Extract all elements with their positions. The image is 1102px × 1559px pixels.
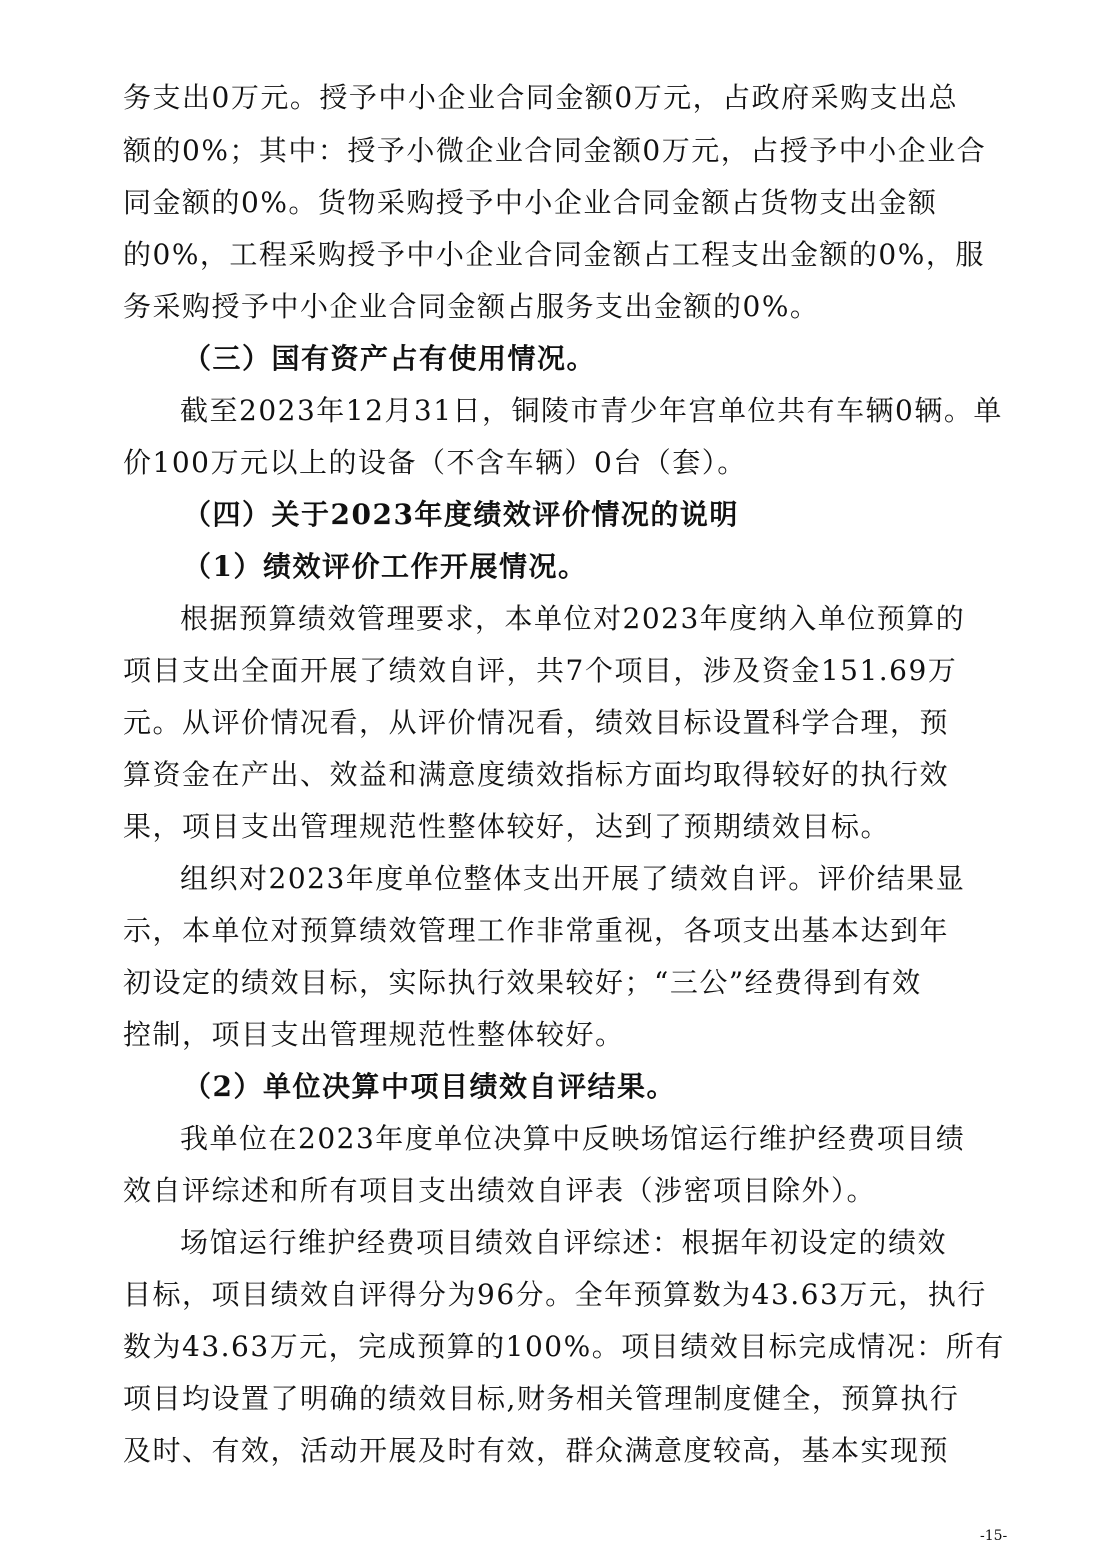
paragraph-first-line: 我单位在2023年度单位决算中反映场馆运行维护经费项目绩 — [180, 1122, 966, 1155]
paragraph-first-line: 截至2023年12月31日，铜陵市青少年宫单位共有车辆0辆。单 — [180, 394, 1003, 427]
body-text-line: 效自评综述和所有项目支出绩效自评表（涉密项目除外）。 — [123, 1174, 877, 1207]
section-heading: （三）国有资产占有使用情况。 — [183, 342, 597, 375]
body-text-line: 项目均设置了明确的绩效目标,财务相关管理制度健全，预算执行 — [123, 1382, 960, 1415]
body-text-line: 元。从评价情况看，从评价情况看，绩效目标设置科学合理，预 — [123, 706, 950, 739]
subsection-heading: （2）单位决算中项目绩效自评结果。 — [183, 1070, 676, 1103]
body-text-line: 项目支出全面开展了绩效自评，共7个项目，涉及资金151.69万 — [123, 654, 958, 687]
body-text-line: 数为43.63万元，完成预算的100%。项目绩效目标完成情况：所有 — [123, 1330, 1005, 1363]
body-text-line: 务采购授予中小企业合同金额占服务支出金额的0%。 — [123, 290, 820, 323]
body-text-line: 的0%，工程采购授予中小企业合同金额占工程支出金额的0%，服 — [123, 238, 985, 271]
paragraph-first-line: 场馆运行维护经费项目绩效自评综述：根据年初设定的绩效 — [180, 1226, 948, 1259]
body-text-line: 算资金在产出、效益和满意度绩效指标方面均取得较好的执行效 — [123, 758, 950, 791]
body-text-line: 同金额的0%。货物采购授予中小企业合同金额占货物支出金额 — [123, 186, 938, 219]
body-text-line: 务支出0万元。授予中小企业合同金额0万元，占政府采购支出总 — [123, 81, 959, 114]
body-text-line: 控制，项目支出管理规范性整体较好。 — [123, 1018, 625, 1051]
body-text-line: 目标，项目绩效自评得分为96分。全年预算数为43.63万元，执行 — [123, 1278, 987, 1311]
section-heading: （四）关于2023年度绩效评价情况的说明 — [183, 498, 739, 531]
body-text-line: 果，项目支出管理规范性整体较好，达到了预期绩效目标。 — [123, 810, 891, 843]
body-text-line: 价100万元以上的设备（不含车辆）0台（套）。 — [123, 446, 747, 479]
paragraph-first-line: 组织对2023年度单位整体支出开展了绩效自评。评价结果显 — [180, 862, 966, 895]
paragraph-first-line: 根据预算绩效管理要求，本单位对2023年度纳入单位预算的 — [180, 602, 966, 635]
body-text-line: 额的0%；其中：授予小微企业合同金额0万元，占授予中小企业合 — [123, 134, 987, 167]
subsection-heading: （1）绩效评价工作开展情况。 — [183, 550, 588, 583]
page-number: -15- — [980, 1528, 1008, 1544]
body-text-line: 及时、有效，活动开展及时有效，群众满意度较高，基本实现预 — [123, 1434, 950, 1467]
body-text-line: 示，本单位对预算绩效管理工作非常重视，各项支出基本达到年 — [123, 914, 950, 947]
body-text-line: 初设定的绩效目标，实际执行效果较好；“三公”经费得到有效 — [123, 966, 922, 999]
